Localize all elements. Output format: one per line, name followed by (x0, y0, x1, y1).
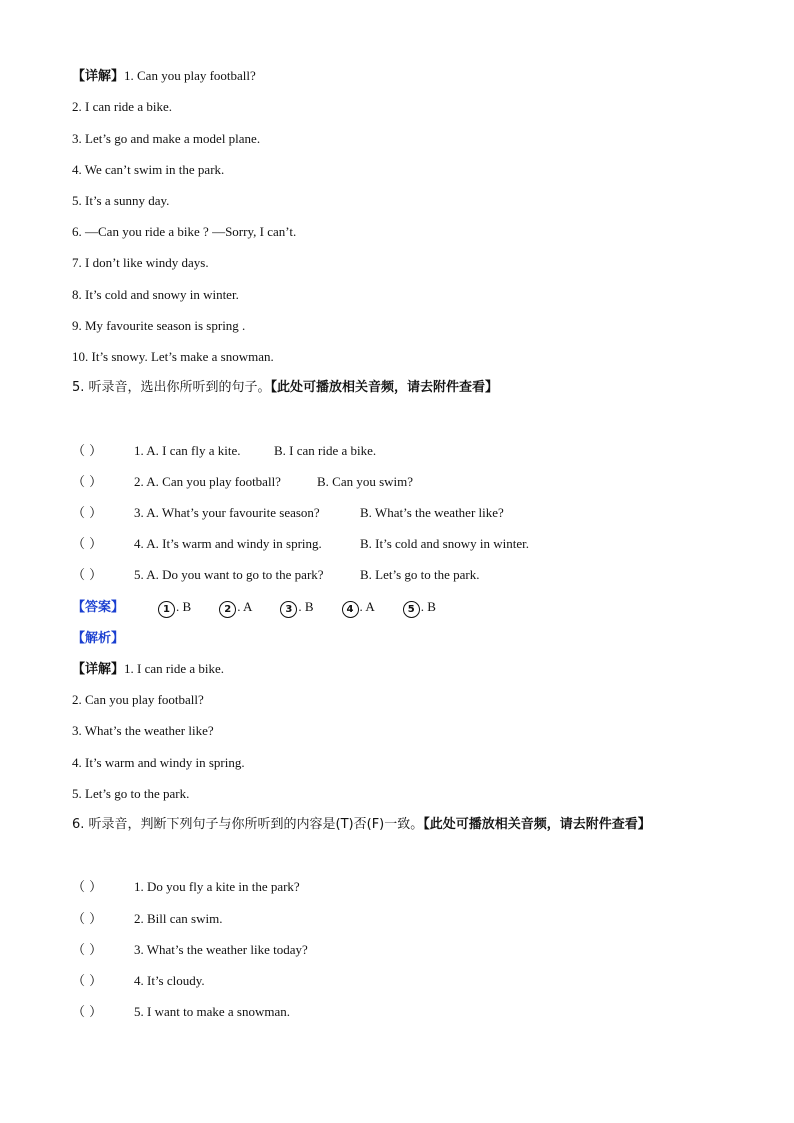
block1-line-7: 7. I don’t like windy days. (72, 255, 209, 270)
answer-blank[interactable]: （ ） (72, 568, 103, 583)
block1-line-2: 2. I can ride a bike. (72, 99, 172, 114)
q5-item-2 (72, 473, 413, 492)
answer-blank[interactable]: （ ） (72, 880, 103, 895)
block1-text: 1. Can you play football? (124, 68, 256, 83)
q6-item-text: 3. What’s the weather like today? (134, 942, 308, 957)
q6-item-1 (72, 878, 300, 897)
detail-label: 【详解】 (72, 662, 125, 677)
question-6-title (72, 816, 651, 834)
circled-number: 2 (219, 601, 236, 618)
answer-value: . B (176, 599, 192, 614)
q6-item-text: 4. It’s cloudy. (134, 973, 205, 988)
q5-item-3-a: 3. A. What’s your favourite season? (134, 505, 320, 520)
q5-item-5-a: 5. A. Do you want to go to the park? (134, 567, 324, 582)
answer-2 (219, 598, 252, 618)
answer-blank[interactable]: （ ） (72, 506, 103, 521)
block1-line-6: 6. —Can you ride a bike ? —Sorry, I can’t. (72, 224, 297, 239)
q5-detail-line-3: 3. What’s the weather like? (72, 723, 214, 738)
q6-item-text: 1. Do you fly a kite in the park? (134, 879, 300, 894)
q5-item-1 (72, 442, 376, 461)
circled-number: 4 (342, 601, 359, 618)
q6-item-4 (72, 972, 205, 991)
answer-4 (342, 598, 375, 618)
q6-item-text: 2. Bill can swim. (134, 911, 223, 926)
block1-line-9: 9. My favourite season is spring . (72, 318, 246, 333)
block1-line-3: 3. Let’s go and make a model plane. (72, 131, 261, 146)
q5-item-4-b: B. It’s cold and snowy in winter. (360, 536, 529, 551)
answer-value: . A (359, 599, 375, 614)
answer-label: 【答案】 (72, 600, 125, 615)
q5-title-text: 5. 听录音，选出你所听到的句子。 (72, 380, 271, 395)
circled-number: 1 (158, 601, 175, 618)
answer-3 (280, 598, 313, 618)
answer-blank[interactable]: （ ） (72, 537, 103, 552)
q5-item-4 (72, 535, 529, 554)
q5-item-1-a: 1. A. I can fly a kite. (134, 443, 241, 458)
circled-number: 3 (280, 601, 297, 618)
q5-item-3-b: B. What’s the weather like? (360, 505, 504, 520)
answer-blank[interactable]: （ ） (72, 444, 103, 459)
q5-answer-row (72, 598, 436, 618)
q5-item-5 (72, 566, 480, 585)
answer-value: . B (420, 599, 436, 614)
answer-blank[interactable]: （ ） (72, 1005, 103, 1020)
q5-detail-line-2: 2. Can you play football? (72, 692, 204, 707)
q6-item-5 (72, 1003, 290, 1022)
q5-item-1-b: B. I can ride a bike. (274, 443, 377, 458)
analysis-label-row (72, 629, 124, 648)
block1-line-1 (72, 67, 256, 86)
q5-detail-line-5: 5. Let’s go to the park. (72, 786, 190, 801)
q5-detail-line-1 (72, 660, 224, 679)
q5-item-2-b: B. Can you swim? (317, 474, 414, 489)
q5-item-5-b: B. Let’s go to the park. (360, 567, 480, 582)
answer-blank[interactable]: （ ） (72, 943, 103, 958)
block1-line-10: 10. It’s snowy. Let’s make a snowman. (72, 349, 274, 364)
q5-detail-line-4: 4. It’s warm and windy in spring. (72, 755, 245, 770)
q5-item-4-a: 4. A. It’s warm and windy in spring. (134, 536, 322, 551)
q5-item-2-a: 2. A. Can you play football? (134, 474, 281, 489)
detail-label: 【详解】 (72, 69, 125, 84)
q6-item-3 (72, 941, 308, 960)
answer-value: . B (298, 599, 314, 614)
q5-detail-text: 1. I can ride a bike. (124, 661, 224, 676)
answer-blank[interactable]: （ ） (72, 475, 103, 490)
question-5-title (72, 379, 498, 397)
q5-audio-note: 【此处可播放相关音频，请去附件查看】 (270, 380, 499, 395)
answer-blank[interactable]: （ ） (72, 974, 103, 989)
block1-line-4: 4. We can’t swim in the park. (72, 162, 225, 177)
answer-1 (158, 598, 191, 618)
analysis-label: 【解析】 (72, 631, 125, 646)
answer-5 (403, 598, 436, 618)
circled-number: 5 (403, 601, 420, 618)
q6-item-text: 5. I want to make a snowman. (134, 1004, 290, 1019)
q5-item-3 (72, 504, 504, 523)
q6-audio-note: 【此处可播放相关音频，请去附件查看】 (423, 817, 651, 832)
block1-line-5: 5. It’s a sunny day. (72, 193, 170, 208)
block1-line-8: 8. It’s cold and snowy in winter. (72, 287, 239, 302)
answer-value: . A (237, 599, 253, 614)
q6-title-text: 6. 听录音，判断下列句子与你所听到的内容是(T)否(F)一致。 (72, 817, 424, 832)
q6-item-2 (72, 910, 222, 929)
answer-blank[interactable]: （ ） (72, 912, 103, 927)
